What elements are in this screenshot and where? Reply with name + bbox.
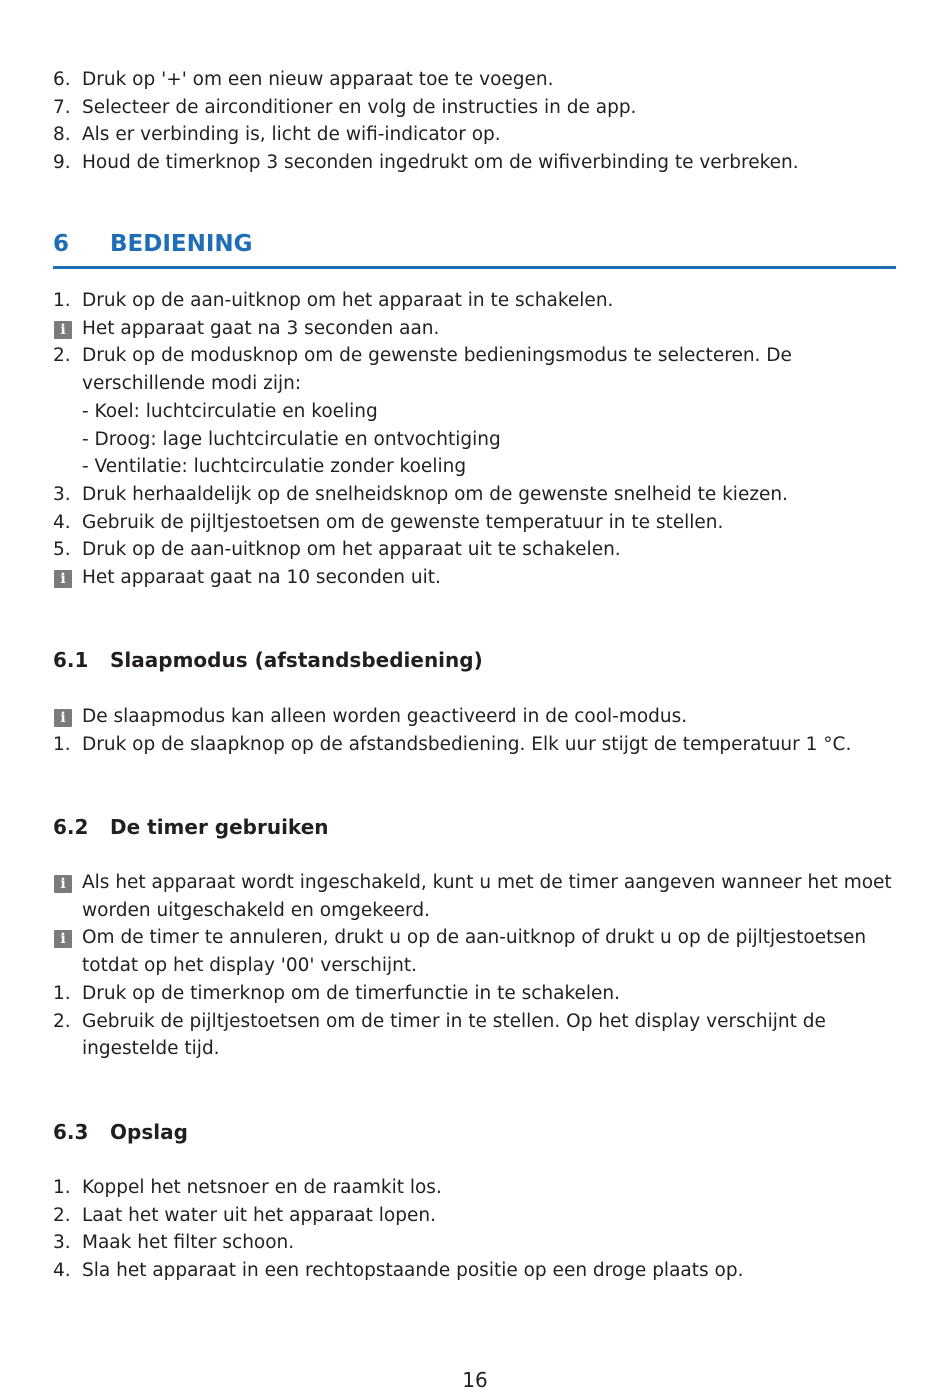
section-heading-6 — [53, 228, 896, 260]
section-heading-6-3 — [53, 1118, 896, 1146]
list-item-number: 3. — [53, 483, 71, 505]
list-item — [53, 509, 903, 537]
list-item-text: Houd de timerknop 3 seconden ingedrukt om de wifiverbinding te verbreken. — [82, 152, 799, 174]
list-item-number: 7. — [53, 96, 71, 118]
info-text: Het apparaat gaat na 3 seconden aan. — [82, 317, 440, 339]
list-item-text: Druk op de modusknop om de gewenste bedieningsmodus te selecteren. De — [82, 345, 792, 367]
list-item-text: Druk op de aan-uitknop om het apparaat in te schakelen. — [82, 290, 614, 311]
list-item-number: 8. — [53, 124, 71, 146]
list-item-number: 9. — [53, 152, 71, 174]
list-item-number: 4. — [53, 511, 71, 533]
section-title: De timer gebruiken — [110, 815, 329, 839]
info-text: Als het apparaat wordt ingeschakeld, kunt u met de timer aangeven wanneer het moet — [82, 872, 892, 893]
list-item-number: 1. — [53, 1177, 71, 1198]
list-item — [53, 481, 903, 509]
info-text: De slaapmodus kan alleen worden geactiveerd in de cool-modus. — [82, 706, 688, 727]
section-number: 6.2 — [53, 815, 89, 839]
list-item-text: Gebruik de pijltjestoetsen om de timer in te stellen. Op het display verschijnt de — [82, 1010, 826, 1032]
list-item-continuation — [53, 1035, 903, 1063]
section-heading-6-2 — [53, 813, 896, 841]
list-item-text: ingestelde tijd. — [82, 1038, 220, 1060]
list-item-continuation — [53, 398, 903, 426]
timer-list — [53, 869, 903, 1063]
list-item-text: - Ventilatie: luchtcirculatie zonder koeling — [82, 456, 467, 478]
section-number: 6 — [53, 231, 70, 257]
list-item — [53, 1202, 903, 1230]
list-item-text: - Droog: lage luchtcirculatie en ontvochtiging — [82, 428, 501, 450]
list-item-text: worden uitgeschakeld en omgekeerd. — [82, 899, 430, 921]
list-item-continuation — [53, 453, 903, 481]
list-item — [53, 1229, 903, 1257]
section-heading-6-1 — [53, 646, 896, 674]
list-item-text: Druk op '+' om een nieuw apparaat toe te voegen. — [82, 69, 554, 90]
list-item-text: - Koel: luchtcirculatie en koeling — [82, 400, 378, 422]
info-note — [53, 315, 903, 343]
sleep-mode-list — [53, 703, 903, 758]
page-number: 16 — [462, 1368, 488, 1392]
section-heading-rule — [53, 266, 896, 269]
section-title: Opslag — [110, 1120, 188, 1144]
operation-list — [53, 287, 903, 592]
info-note — [53, 703, 903, 731]
list-item-text: Maak het filter schoon. — [82, 1232, 295, 1254]
list-item-text: Gebruik de pijltjestoetsen om de gewenste temperatuur in te stellen. — [82, 511, 724, 533]
list-item-number: 2. — [53, 1010, 71, 1032]
section-number: 6.3 — [53, 1120, 89, 1144]
list-item — [53, 66, 903, 94]
list-item-text: totdat op het display '00' verschijnt. — [82, 955, 417, 977]
list-item — [53, 1008, 903, 1036]
list-item-text: Laat het water uit het apparaat lopen. — [82, 1204, 436, 1226]
list-item-number: 1. — [53, 982, 71, 1004]
list-item-number: 5. — [53, 539, 71, 561]
list-item — [53, 1257, 903, 1285]
info-icon: i — [54, 875, 72, 893]
list-item-number: 2. — [53, 345, 71, 367]
list-item-text: verschillende modi zijn: — [82, 373, 302, 395]
section-title: BEDIENING — [110, 231, 253, 257]
list-item-number: 2. — [53, 1204, 71, 1226]
list-item-continuation — [53, 897, 903, 925]
info-icon: i — [54, 930, 72, 948]
list-item — [53, 342, 903, 370]
info-text: Om de timer te annuleren, drukt u op de aan-uitknop of drukt u op de pijltjestoetsen — [82, 927, 867, 949]
list-item-text: Als er verbinding is, licht de wifi-indicator op. — [82, 124, 501, 146]
info-icon: i — [54, 709, 72, 727]
list-item — [53, 536, 903, 564]
info-note — [53, 564, 903, 592]
list-item — [53, 731, 903, 759]
list-item-continuation — [53, 952, 903, 980]
list-item-text: Selecteer de airconditioner en volg de instructies in de app. — [82, 96, 637, 118]
instruction-list-continued — [53, 66, 903, 177]
info-icon: i — [54, 570, 72, 588]
info-text: Het apparaat gaat na 10 seconden uit. — [82, 567, 441, 589]
list-item-number: 1. — [53, 733, 71, 755]
list-item-number: 6. — [53, 69, 71, 90]
section-title: Slaapmodus (afstandsbediening) — [110, 648, 483, 672]
list-item-continuation — [53, 426, 903, 454]
section-number: 6.1 — [53, 648, 89, 672]
list-item — [53, 121, 903, 149]
list-item-text: Druk op de slaapknop op de afstandsbediening. Elk uur stijgt de temperatuur 1 °C. — [82, 733, 852, 755]
info-note — [53, 924, 903, 952]
list-item — [53, 149, 903, 177]
list-item-text: Druk op de timerknop om de timerfunctie in te schakelen. — [82, 982, 621, 1004]
list-item-text: Druk op de aan-uitknop om het apparaat uit te schakelen. — [82, 539, 621, 561]
list-item-number: 1. — [53, 290, 71, 311]
list-item — [53, 287, 903, 315]
info-icon: i — [54, 321, 72, 339]
list-item — [53, 980, 903, 1008]
list-item — [53, 94, 903, 122]
list-item — [53, 1174, 903, 1202]
list-item-number: 4. — [53, 1260, 71, 1282]
list-item-continuation — [53, 370, 903, 398]
list-item-text: Sla het apparaat in een rechtopstaande positie op een droge plaats op. — [82, 1260, 744, 1282]
list-item-text: Koppel het netsnoer en de raamkit los. — [82, 1177, 442, 1198]
info-note — [53, 869, 903, 897]
storage-list — [53, 1174, 903, 1285]
list-item-number: 3. — [53, 1232, 71, 1254]
list-item-text: Druk herhaaldelijk op de snelheidsknop om de gewenste snelheid te kiezen. — [82, 483, 789, 505]
